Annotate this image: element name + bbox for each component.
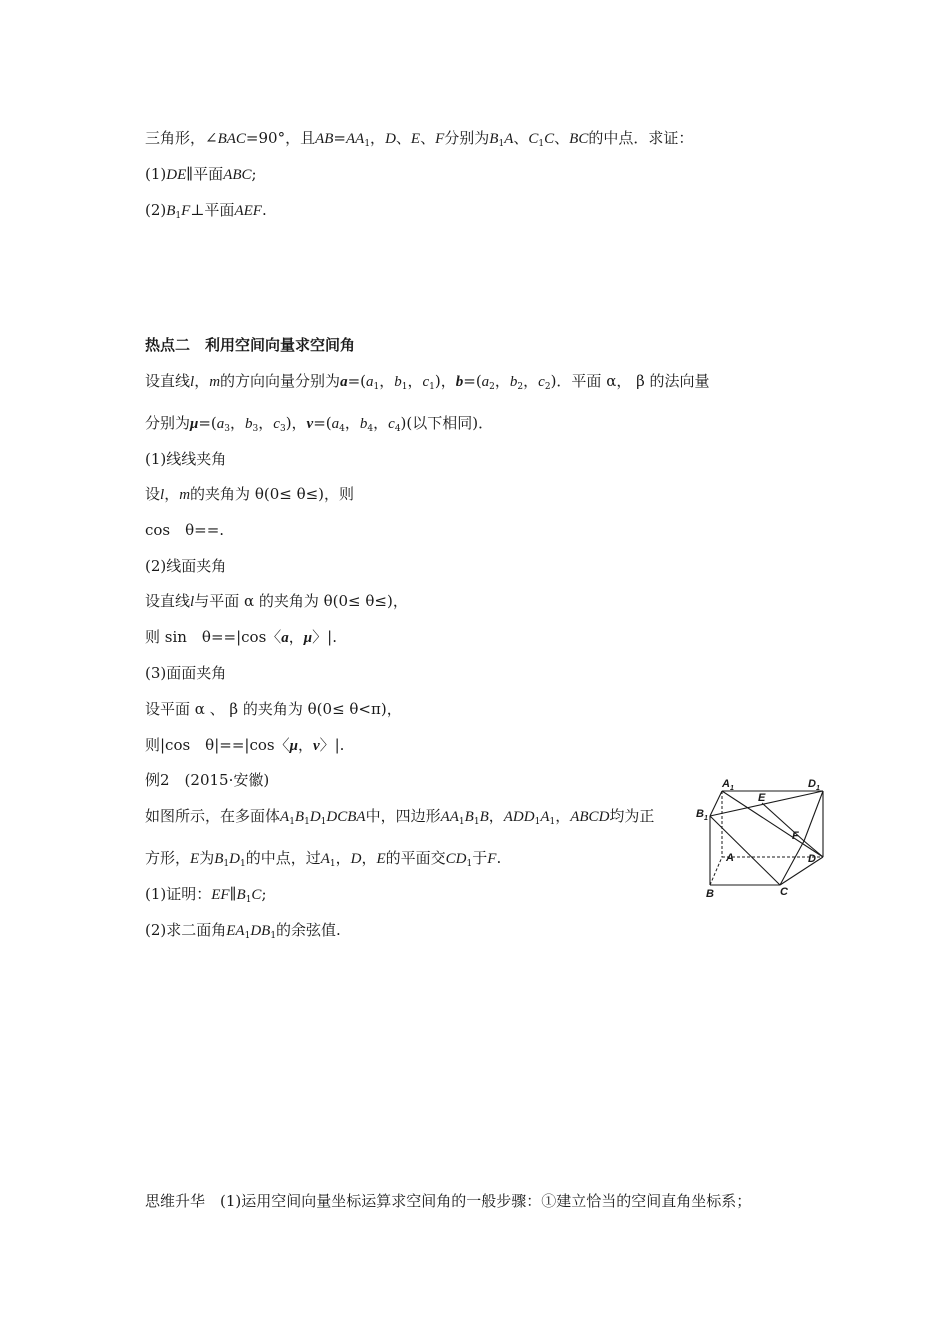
subscript: 2 <box>489 382 495 392</box>
text: 如图所示，在多面体 <box>145 807 281 825</box>
text: (2)求二面角 <box>145 921 227 939</box>
text: DCBA <box>326 809 366 825</box>
subscript: 1 <box>304 817 310 827</box>
text: ， <box>494 372 510 390</box>
text: 的余弦值. <box>276 921 341 939</box>
example-item-2 <box>145 920 341 946</box>
text: ， <box>523 372 539 390</box>
text: 设直线 <box>145 372 191 390</box>
text: b <box>359 416 368 432</box>
text: )， <box>285 414 307 432</box>
subscript: 4 <box>394 424 401 434</box>
subsection-title: (1)线线夹角 <box>145 450 227 468</box>
text: ABCD <box>570 809 610 825</box>
text: = <box>333 129 346 147</box>
label-A: A <box>726 852 734 864</box>
text: a <box>365 374 374 390</box>
subscript: 2 <box>544 382 551 392</box>
text: 与平面 α 的夹角为 θ(0≤ θ≤)， <box>194 592 408 610</box>
subscript: 1 <box>223 859 230 869</box>
edge <box>710 791 722 816</box>
text: l <box>190 374 195 390</box>
section-heading: 热点二 利用空间向量求空间角 <box>145 336 356 354</box>
text: D <box>385 131 396 147</box>
text: DB <box>250 923 271 939</box>
text: C <box>544 131 555 147</box>
text: )， <box>434 372 456 390</box>
text: (2) <box>145 201 167 219</box>
paragraph-line: 设平面 α 、 β 的夹角为 θ(0≤ θ<π)， <box>145 700 402 718</box>
subscript: 2 <box>517 382 524 392</box>
text: 均为正 <box>609 807 655 825</box>
label-D: D <box>808 853 816 865</box>
subscript: 1 <box>175 211 182 221</box>
text: 分别为 <box>444 129 490 147</box>
text: B <box>214 851 224 867</box>
label-D1: $D_1$ <box>808 778 820 792</box>
text: E <box>190 851 200 867</box>
text: 的平面交 <box>385 849 446 867</box>
formula-line <box>145 735 344 756</box>
text: F <box>435 131 445 147</box>
text: B <box>166 203 176 219</box>
vector: a <box>340 374 348 390</box>
label-E: E <box>758 792 766 804</box>
text: E <box>410 131 421 147</box>
text: 设直线 <box>145 592 191 610</box>
text: ; <box>251 165 257 183</box>
text: a <box>481 374 490 390</box>
text: 分别为 <box>145 414 191 432</box>
subscript: 1 <box>538 139 545 149</box>
text: EA <box>226 923 245 939</box>
text: c <box>273 416 280 432</box>
text: (1)证明： <box>145 885 212 903</box>
subscript: 1 <box>373 382 380 392</box>
text: A <box>540 809 550 825</box>
text: D <box>350 851 362 867</box>
proof-item-2 <box>145 200 267 226</box>
formula-line: cos θ==. <box>145 521 225 539</box>
text: ， <box>335 849 351 867</box>
polyhedron-figure <box>692 773 832 903</box>
text: F <box>181 203 191 219</box>
text: 的方向向量分别为 <box>220 372 341 390</box>
text: a <box>331 416 340 432</box>
vector: μ <box>289 738 298 754</box>
text: (1) <box>145 165 167 183</box>
text: . <box>496 849 502 867</box>
text: 、 <box>395 129 411 147</box>
text: B <box>479 809 489 825</box>
text: ∥平面 <box>186 165 224 183</box>
text: =( <box>463 372 482 390</box>
edge <box>780 857 823 885</box>
paragraph-line <box>145 591 408 612</box>
text: 、 <box>420 129 436 147</box>
edge <box>722 791 823 857</box>
text: D <box>229 851 240 867</box>
text: m <box>209 374 221 390</box>
text: A <box>504 131 514 147</box>
text: ， <box>230 414 246 432</box>
text: 〉|. <box>312 628 337 646</box>
text: b <box>245 416 253 432</box>
text: ⊥平面 <box>190 201 235 219</box>
text: A <box>320 851 330 867</box>
edge <box>780 841 804 885</box>
text: ， <box>194 372 210 390</box>
subscript: 1 <box>429 382 435 392</box>
vector: a <box>281 630 289 646</box>
text: =90°，且 <box>245 129 316 147</box>
text: B <box>236 887 246 903</box>
label-C: C <box>780 886 788 898</box>
text: A <box>280 809 290 825</box>
paragraph-line <box>145 413 493 439</box>
subscript: 1 <box>498 139 505 149</box>
subscript: 1 <box>364 139 371 149</box>
text: ， <box>379 372 395 390</box>
paragraph-line <box>145 484 354 505</box>
text: 于 <box>472 849 488 867</box>
label-F: F <box>792 830 799 842</box>
text: ， <box>297 736 313 754</box>
subscript: 1 <box>329 859 336 869</box>
formula-line <box>145 627 337 648</box>
vector: b <box>455 374 464 390</box>
text: D <box>309 809 321 825</box>
text: 中，四边形 <box>365 807 441 825</box>
subscript: 1 <box>473 817 480 827</box>
text: ， <box>373 414 389 432</box>
text: c <box>538 374 545 390</box>
text: B <box>489 131 499 147</box>
subscript: 3 <box>279 424 286 434</box>
label-B1: $B_1$ <box>696 808 708 822</box>
subsection-title: (3)面面夹角 <box>145 664 227 682</box>
text: AEF <box>234 203 262 219</box>
summary-line: 思维升华 (1)运用空间向量坐标运算求空间角的一般步骤：①建立恰当的空间直角坐标系； <box>145 1192 752 1210</box>
text: 为 <box>199 849 215 867</box>
text: =( <box>198 414 217 432</box>
text: )(以下相同)． <box>400 414 494 432</box>
text: B <box>294 809 305 825</box>
text: m <box>179 487 191 503</box>
proof-item-1 <box>145 164 257 185</box>
subscript: 1 <box>458 817 465 827</box>
text: ， <box>288 628 304 646</box>
subscript: 4 <box>367 424 374 434</box>
text: AB <box>315 131 334 147</box>
text: 则 sin θ==|cos〈 <box>145 628 282 646</box>
text: C <box>251 887 262 903</box>
text: ; <box>261 885 267 903</box>
text: ， <box>555 807 571 825</box>
subscript: 4 <box>339 424 345 434</box>
edge <box>710 816 780 885</box>
text: CD <box>445 851 467 867</box>
text: . <box>261 201 267 219</box>
text: ， <box>361 849 377 867</box>
text: BAC <box>217 131 246 147</box>
text: 方形， <box>145 849 191 867</box>
subscript: 3 <box>252 424 259 434</box>
text: l <box>190 594 195 610</box>
vector: v <box>306 416 314 432</box>
text: ， <box>164 485 180 503</box>
text: 〉|. <box>319 736 345 754</box>
text: E <box>376 851 386 867</box>
edge <box>804 791 823 841</box>
text: EF <box>211 887 230 903</box>
hidden-edge <box>710 857 722 885</box>
vector: v <box>312 738 320 754</box>
text: c <box>422 374 430 390</box>
text: ， <box>370 129 386 147</box>
text: C <box>528 131 539 147</box>
paragraph-line <box>145 371 710 397</box>
subscript: 1 <box>549 817 556 827</box>
text: 则|cos θ|==|cos〈 <box>145 736 290 754</box>
subscript: 1 <box>289 817 295 827</box>
subscript: 1 <box>534 817 541 827</box>
subscript: 1 <box>244 931 251 941</box>
subscript: 1 <box>270 931 277 941</box>
text: 三角形，∠ <box>145 129 218 147</box>
text: 的中点，过 <box>245 849 321 867</box>
text: ABC <box>223 167 252 183</box>
example-line <box>145 848 501 874</box>
problem-statement-line <box>145 128 693 154</box>
text: a <box>216 416 225 432</box>
text: F <box>487 851 497 867</box>
subscript: 1 <box>239 859 246 869</box>
text: ∥ <box>229 885 237 903</box>
text: 的中点．求证： <box>588 129 694 147</box>
text: 设 <box>145 485 161 503</box>
example-item-1 <box>145 884 267 910</box>
text: DE <box>166 167 187 183</box>
label-A1: $A_1$ <box>722 778 734 792</box>
text: BC <box>569 131 589 147</box>
text: ， <box>407 372 423 390</box>
text: B <box>464 809 474 825</box>
text: AA <box>440 809 459 825</box>
text: b <box>509 374 518 390</box>
text: =( <box>347 372 366 390</box>
text: )．平面 α， β 的法向量 <box>550 372 710 390</box>
subscript: 1 <box>245 895 252 905</box>
text: l <box>160 487 165 503</box>
subsection-title: (2)线面夹角 <box>145 557 227 575</box>
label-B: B <box>706 888 714 900</box>
text: AA <box>345 131 365 147</box>
vector: μ <box>190 416 199 432</box>
subscript: 1 <box>401 382 408 392</box>
text: 、 <box>513 129 529 147</box>
subscript: 3 <box>224 424 231 434</box>
text: =( <box>313 414 332 432</box>
subscript: 1 <box>320 817 327 827</box>
text: ， <box>488 807 504 825</box>
text: ADD <box>503 809 535 825</box>
text: ， <box>258 414 274 432</box>
text: ， <box>344 414 360 432</box>
example-line <box>145 806 654 832</box>
example-title: 例2 (2015·安徽) <box>145 771 270 789</box>
text: 、 <box>554 129 570 147</box>
vector: μ <box>303 630 313 646</box>
subscript: 1 <box>466 859 473 869</box>
text: c <box>388 416 395 432</box>
text: 的夹角为 θ(0≤ θ≤)，则 <box>190 485 355 503</box>
text: b <box>394 374 402 390</box>
